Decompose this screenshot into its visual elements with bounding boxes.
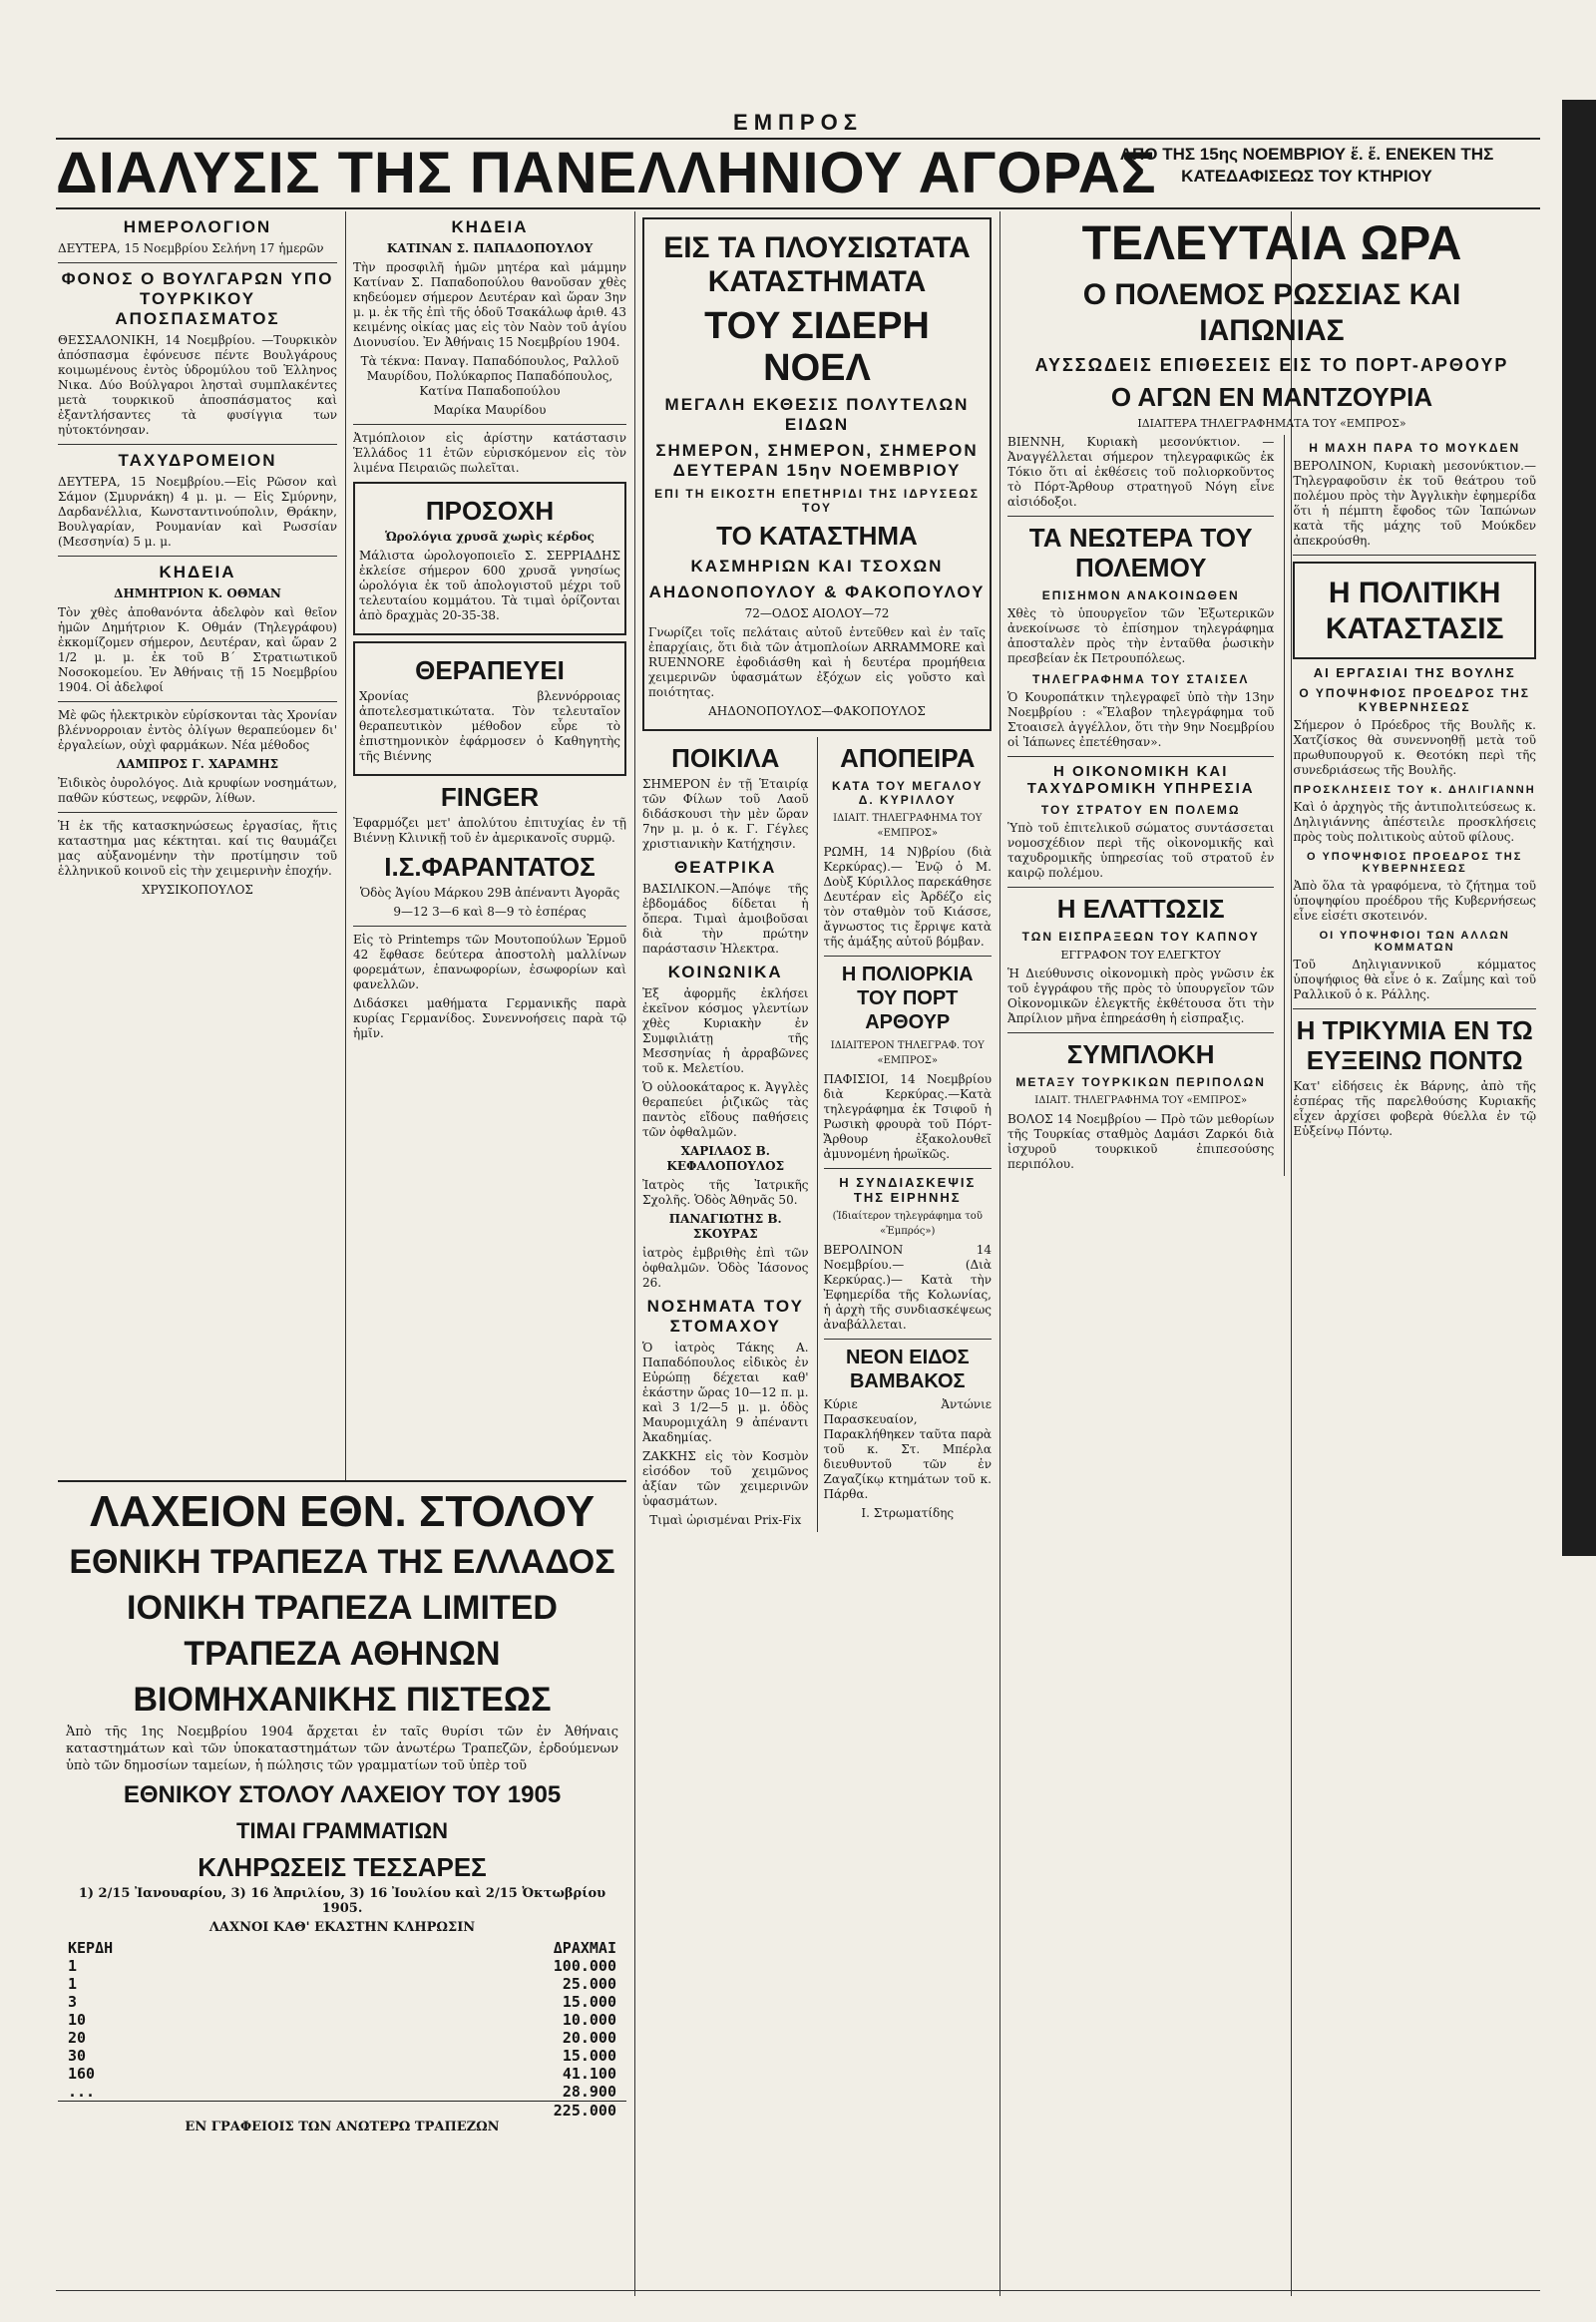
ad-title-4: ΣΗΜΕΡΟΝ, ΣΗΜΕΡΟΝ, ΣΗΜΕΡΟΝ ΔΕΥΤΕΡΑΝ 15ην ΝΟΕΜΒΡΙΟΥ	[655, 441, 979, 480]
prize-count: 10	[68, 2011, 87, 2029]
cure-title: ΘΕΡΑΠΕΥΕΙ	[415, 655, 565, 685]
separator	[353, 926, 626, 927]
prize-amount: 100.000	[553, 1957, 616, 1975]
prize-total-row	[58, 2101, 626, 2120]
politics-box	[1293, 562, 1536, 659]
peace-tag: (Ἰδιαίτερον τηλεγράφημα τοῦ «Ἐμπρός»)	[832, 1211, 983, 1237]
decrease-sub: ΤΩΝ ΕΙΣΠΡΑΞΕΩΝ ΤΟΥ ΚΑΠΝΟΥ	[1021, 930, 1260, 944]
invite-text: Καὶ ὁ ἀρχηγὸς τῆς ἀντιπολιτεύσεως κ. Δηλιγιάννης ἀπέστειλε προσκλήσεις πρὸς τοὺς πολιτικοὺς αὐτοῦ φίλους.	[1293, 800, 1536, 844]
trikoupi-text: Κατ' εἰδήσεις ἐκ Βάρνης, ἀπὸ τῆς ἑσπέρας τῆς παρελθούσης Κυριακῆς εἶχεν ἀρχίσει φοβερὰ θύελλα ἐν τῷ Εὐξείνῳ Πόντῳ.	[1293, 1079, 1536, 1138]
trade-signature: ΧΡΥΣΙΚΟΠΟΥΛΟΣ	[142, 883, 253, 897]
war-title: Ο ΠΟΛΕΜΟΣ ΡΩΣΣΙΑΣ ΚΑΙ ΙΑΠΩΝΙΑΣ	[1082, 278, 1461, 347]
masthead: ΕΜΠΡΟΣ	[733, 110, 863, 135]
candidate-text: Ἀπὸ ὅλα τὰ γραφόμενα, τὸ ζήτημα τοῦ ὑποψηφίου προέδρου τῆς Κυβερνήσεως εἶνε εἰσέτι σκοτεινόν.	[1293, 879, 1536, 923]
attempt-text: ΡΩΜΗ, 14 Ν)βρίου (διὰ Κερκύρας).— Ἐνῷ ὁ Μ. Δοὺξ Κύριλλος παρεκάθησε Δευτέραν εἰς Ἀρδέζο εἰς τὸν σταθμὸν τοῦ Κιάσσε, ἄγνωστος τις ἔρριψε κατὰ τῆς ἁμάξης αὐτοῦ βόμβαν.	[823, 845, 992, 949]
mukden-title: Η ΜΑΧΗ ΠΑΡΑ ΤΟ ΜΟΥΚΔΕΝ	[1309, 441, 1521, 455]
banner-rule	[56, 207, 1540, 209]
lottery-title-3: ΙΟΝΙΚΗ ΤΡΑΠΕΖΑ LIMITED	[127, 1589, 558, 1627]
berlin-text: ΒΕΡΟΛΙΝΟΝ, Κυριακὴ μεσονύκτιον.—Τηλεγραφοῦσιν ἐκ τοῦ θεάτρου τοῦ πολέμου πρὸς τὴν Ἀγγλικὴν ἐφημερίδα ὅτι ἡ πέμπτη ἔφοδος τῶν Ἰαπώνων κατὰ τῆς μάχης τοῦ Μούκδεν ἀπεκρούσθη.	[1293, 459, 1536, 548]
post-title: ΤΑΧΥΔΡΟΜΕΙΟΝ	[118, 451, 277, 470]
separator	[58, 262, 337, 263]
stomach-text: Ὁ ἰατρὸς Τάκης Α. Παπαδόπουλος εἰδικὸς ἐν Εὐρώπῃ δέχεται καθ' ἑκάστην ὥρας 10—12 π. μ. καὶ 3 1/2—5 μ. μ. ὁδὸς Μαυρομιχάλη 9 ἀπέναντι Ἀκαδημίας.	[642, 1341, 809, 1444]
war-split	[1007, 435, 1536, 1176]
draws-title: ΚΛΗΡΩΣΕΙΣ ΤΕΣΣΑΡΕΣ	[198, 1852, 487, 1882]
prize-amount: 15.000	[562, 2047, 616, 2065]
separator	[824, 1339, 992, 1340]
siege-title: Η ΠΟΛΙΟΡΚΙΑ ΤΟΥ ΠΟΡΤ ΑΡΘΟΥΡ	[841, 964, 974, 1033]
calendar-text: ΔΕΥΤΕΡΑ, 15 Νοεμβρίου Σελήνη 17 ἡμερῶν	[58, 241, 324, 255]
siege-text: ΠΑΦΙΣΙΟΙ, 14 Νοεμβρίου διὰ Κερκύρας.—Κατὰ τηλεγράφημα ἐκ Τσιφοῦ ἡ Ρωσικὴ φρουρὰ τοῦ Πόρτ-Ἄρθουρ ἐξακολουθεῖ ἀμυνομένη ἡρωϊκῶς.	[823, 1072, 992, 1161]
prize-amount: 41.100	[562, 2065, 616, 2083]
prize-amount: 25.000	[562, 1975, 616, 1993]
bottom-rule	[56, 2290, 1540, 2291]
prize-amount: 28.900	[562, 2083, 616, 2101]
peace-title: Η ΣΥΝΔΙΑΣΚΕΨΙΣ ΤΗΣ ΕΙΡΗΝΗΣ	[839, 1175, 977, 1205]
funeral-children: Τὰ τέκνα: Παναγ. Παπαδόπουλος, Ραλλοῦ Μαυρίδου, Πολύκαρπος Παπαδόπουλος, Κατίνα Παπαδοπούλου	[360, 354, 619, 398]
funeral-text-2: Τὴν προσφιλῆ ἡμῶν μητέρα καὶ μάμμην Κατίναν Σ. Παπαδοπούλου θανοῦσαν χθὲς κηδεύομεν σήμερον Δευτέραν καὶ ὥραν 3ην μ. μ. ἐκ τῆς ἐπὶ τῆς ὁδοῦ Τσακάλωφ ἀριθ. 43 κειμένης οἰκίας μας εἰς τὸν Ναὸν τοῦ ἁγίου Διονυσίου. Ἐν Ἀθήναις 15 Νοεμβρίου 1904.	[353, 260, 626, 349]
tailor-address: Ὁδὸς Ἁγίου Μάρκου 29Β ἀπέναντι Ἀγορᾶς	[359, 886, 620, 900]
decrease-tag: ΕΓΓΡΑΦΟΝ ΤΟΥ ΕΛΕΓΚΤΟΥ	[1060, 949, 1221, 962]
prize-header	[58, 1939, 626, 1957]
prize-row	[58, 1993, 626, 2011]
vienna-text: ΒΙΕΝΝΗ, Κυριακὴ μεσονύκτιον. — Ἀναγγέλλεται σήμερον τηλεγραφικῶς ἐκ Τόκιο ὅτι αἱ ἐκθέσεις τοῦ πολιορκοῦντος τὸ Πόρτ-Ἄρθουρ στρατηγοῦ Νόγη εἶνε αἰσιόδοξοι.	[1007, 435, 1275, 509]
mid-split	[642, 737, 992, 1532]
other-title: ΟΙ ΥΠΟΨΗΦΙΟΙ ΤΩΝ ΑΛΛΩΝ ΚΟΜΜΑΤΩΝ	[1319, 930, 1510, 954]
lottery-ad	[58, 1480, 626, 2298]
politics-sub2: Ο ΥΠΟΨΗΦΙΟΣ ΠΡΟΕΔΡΟΣ ΤΗΣ ΚΥΒΕΡΝΗΣΕΩΣ	[1299, 686, 1530, 714]
notice-title: ΠΡΟΣΟΧΗ	[425, 496, 555, 526]
notice-text: Μάλιστα ὡρολογοποιεῖο Σ. ΣΕΡΡΙΑΔΗΣ ἐκλείσε σήμερον 600 χρυσᾶ γνησίως ὡρολόγια ἐκ τοῦ ἀπολογιστοῦ μέχρι τοῦ τελευταίου κομμάτου. Τὰ τιμαὶ ὁρίζονται ἀπὸ δραχμὰς 20-35-38.	[359, 549, 620, 622]
funeral-nephew: Μαρίκα Μαυρίδου	[433, 403, 547, 417]
war-sub2: Ο ΑΓΩΝ ΕΝ ΜΑΝΤΖΟΥΡΙΑ	[1110, 382, 1433, 412]
prize-count: ...	[68, 2083, 96, 2101]
shipping-text: Ἀτμόπλοιον εἰς ἀρίστην κατάστασιν Ἑλλάδος 11 ἐτῶν εὑρισκόμενον εἰς τὸν λιμένα Πειραιῶς πωλεῖται.	[353, 431, 626, 475]
calendar-title: ΗΜΕΡΟΛΟΓΙΟΝ	[123, 217, 272, 236]
war-left	[1007, 435, 1274, 1176]
funeral-name: ΔΗΜΗΤΡΙΟΝ Κ. ΟΘΜΑΝ	[114, 586, 281, 600]
separator	[1293, 555, 1536, 556]
prize-row	[58, 2065, 626, 2083]
funeral-title: ΚΗΔΕΙΑ	[159, 563, 236, 581]
theatre-text: ΒΑΣΙΛΙΚΟΝ.—Ἀπόψε τῆς ἐβδομάδος δίδεται ἡ ὄπερα. Τιμαὶ ἀμοιβοῦσαι διὰ τὴν πρώτην παράστασιν Ἠλεκτρα.	[642, 882, 809, 956]
ad-title-2: ΤΟΥ ΣΙΔΕΡΗ ΝΟΕΛ	[704, 305, 930, 389]
clash-sub: ΜΕΤΑΞΥ ΤΟΥΡΚΙΚΩΝ ΠΕΡΙΠΟΛΩΝ	[1015, 1075, 1266, 1089]
war-sub1: ΑΥΣΣΩΔΕΙΣ ΕΠΙΘΕΣΕΙΣ ΕΙΣ ΤΟ ΠΟΡΤ-ΑΡΘΟΥΡ	[1034, 355, 1509, 375]
invite-title: ΠΡΟΣΚΛΗΣΕΙΣ ΤΟΥ κ. ΔΗΛΙΓΙΑΝΝΗ	[1293, 784, 1536, 796]
notice-subtitle: Ὡρολόγια χρυσᾶ χωρὶς κέρδος	[385, 530, 595, 544]
prize-row	[58, 2083, 626, 2101]
prize-total: 225.000	[553, 2102, 616, 2120]
separator	[824, 1168, 992, 1169]
dentist-text: Ἰατρὸς τῆς Ἰατρικῆς Σχολῆς. Ὁδὸς Ἀθηνᾶς 50.	[642, 1178, 809, 1207]
prize-row	[58, 2011, 626, 2029]
peace-text: ΒΕΡΟΛΙΝΟΝ 14 Νοεμβρίου.— (Διὰ Κερκύρας.)— Κατὰ τὴν Ἐφημερίδα τῆς Κολωνίας, ἡ ἀρχὴ τῆς συνδιασκέψεως ἀναβάλλεται.	[823, 1243, 992, 1332]
politics-title: Η ΠΟΛΙΤΙΚΗ ΚΑΤΑΣΤΑΣΙΣ	[1325, 577, 1504, 645]
war-tag: ΙΔΙΑΙΤΕΡΑ ΤΗΛΕΓΡΑΦΗΜΑΤΑ ΤΟΥ «ΕΜΠΡΟΣ»	[1137, 417, 1406, 430]
post-text-2: Ὑπὸ τοῦ ἐπιτελικοῦ σώματος συντάσσεται νομοσχέδιον περὶ τῆς οἰκονομικῆς καὶ ταχυδρομικῆς ὑπηρεσίας τοῦ στρατοῦ ἐν καιρῷ πολέμου.	[1007, 821, 1275, 880]
column-divider	[634, 211, 635, 2296]
prize-row	[58, 1957, 626, 1975]
social-title: ΚΟΙΝΩΝΙΚΑ	[667, 963, 783, 981]
store-address: 72—ΟΔΟΣ ΑΙΟΛΟΥ—72	[744, 606, 890, 620]
latest-title: ΤΑ ΝΕΩΤΕΡΑ ΤΟΥ ΠΟΛΕΜΟΥ	[1028, 523, 1253, 582]
prize-count: 3	[68, 1993, 78, 2011]
prize-amount: 20.000	[562, 2029, 616, 2047]
trikoupi-title: Η ΤΡΙΚΥΜΙΑ ΕΝ ΤΩ ΕΥΞΕΙΝΩ ΠΟΝΤΩ	[1296, 1015, 1533, 1075]
fashion-text: Εἰς τὸ Printemps τῶν Μουτοπούλων Ἑρμοῦ 42 ἔφθασε δεύτερα ἀποστολὴ μαλλίνων φορεμάτων, ἐπανωφορίων, ἐσωφορίων καὶ φανελλῶν.	[353, 933, 626, 991]
dark-margin-strip	[1562, 100, 1596, 1556]
siege-tag: ΙΔΙΑΙΤΕΡΟΝ ΤΗΛΕΓΡΑΦ. ΤΟΥ «ΕΜΠΡΟΣ»	[830, 1040, 985, 1066]
prize-head-right: ΔΡΑΧΜΑΙ	[553, 1939, 616, 1957]
finger-title: FINGER	[440, 782, 540, 812]
doctor-name-2: ΠΑΝΑΓΙΩΤΗΣ Β. ΣΚΟΥΡΑΣ	[668, 1212, 782, 1241]
store-sub: ΚΑΣΜΗΡΙΩΝ ΚΑΙ ΤΣΟΧΩΝ	[690, 557, 944, 576]
stessel-title: ΤΗΛΕΓΡΑΦΗΜΑ ΤΟΥ ΣΤΑΙΣΕΛ	[1031, 672, 1250, 686]
prize-count: 30	[68, 2047, 87, 2065]
separator	[353, 424, 626, 425]
tailor-hours: 9—12 3—6 καὶ 8—9 τὸ ἑσπέρας	[393, 905, 587, 919]
clash-title: ΣΥΜΠΛΟΚΗ	[1066, 1039, 1215, 1069]
prize-amount: 15.000	[562, 1993, 616, 2011]
lottery-title-1: ΛΑΧΕΙΟΝ ΕΘΝ. ΣΤΟΛΟΥ	[89, 1487, 596, 1536]
cotton-title: ΝΕΟΝ ΕΙΔΟΣ ΒΑΜΒΑΚΟΣ	[845, 1347, 970, 1392]
store-title: ΤΟ ΚΑΤΑΣΤΗΜΑ	[716, 521, 918, 551]
stomach-title: ΝΟΣΗΜΑΤΑ ΤΟΥ ΣΤΟΜΑΧΟΥ	[646, 1297, 804, 1336]
cure-text: Χρονίας βλεννόρροιας ἀποτελεσματικώτατα. Τὸν τελευταῖον θεραπευτικὸν μέθοδον εὗρε τὸ ἐπιστημονικὸν ἐφάρμοσεν ὁ Καθηγητὴς τῆς Βιέννης	[359, 689, 620, 763]
doctor-text-2: ἰατρὸς ἐμβριθὴς ἐπὶ τῶν ὀφθαλμῶν. Ὁδὸς Ἰάσονος 26.	[642, 1246, 809, 1290]
doctor-text: Ἐιδικὸς ὀυρολόγος. Διὰ κρυφίων νοσημάτων, παθῶν κύστεως, νεφρῶν, λίθων.	[58, 776, 337, 805]
politics-sub1: ΑΙ ΕΡΓΑΣΙΑΙ ΤΗΣ ΒΟΥΛΗΣ	[1313, 665, 1516, 680]
cotton-sign: Ι. Στρωματίδης	[861, 1506, 955, 1520]
prize-count: 1	[68, 1975, 78, 1993]
separator	[824, 956, 992, 957]
other-text: Τοῦ Δηλιγιαννικοῦ κόμματος ὑποψήφιος θὰ εἶνε ὁ κ. Ζαΐμης καὶ τοῦ Ραλλικοῦ ὁ κ. Ράλλης.	[1293, 958, 1536, 1001]
post-title-2: Η ΟΙΚΟΝΟΜΙΚΗ ΚΑΙ ΤΑΧΥΔΡΟΜΙΚΗ ΥΠΗΡΕΣΙΑ	[1026, 763, 1255, 797]
attempt-tag: ΙΔΙΑΙΤ. ΤΗΛΕΓΡΑΦΗΜΑ ΤΟΥ «ΕΜΠΡΟΣ»	[833, 813, 983, 839]
separator	[58, 556, 337, 557]
prize-amount: 10.000	[562, 2011, 616, 2029]
separator	[1007, 516, 1274, 517]
prize-count: 160	[68, 2065, 96, 2083]
column-3	[642, 211, 992, 2296]
separator	[1007, 1032, 1274, 1033]
separator	[58, 701, 337, 702]
latest-sub: ΕΠΙΣΗΜΟΝ ΑΝΑΚΟΙΝΩΘΕΝ	[1041, 588, 1240, 602]
prize-row	[58, 1975, 626, 1993]
funeral-title-2: ΚΗΔΕΙΑ	[451, 217, 529, 236]
funeral-text: Τὸν χθὲς ἀποθανόντα ἀδελφὸν καὶ θεῖον ἡμῶν Δημήτριον Κ. Οθμάν (Τηλεγράφου) ἐκκομίζομεν σήμερον, Δευτέραν, καὶ ὥραν 2 1/2 μ. μ. ἐκ τοῦ Β΄ Στρατιωτικοῦ Νοσοκομείου. Ἐν Ἀθήναις τῇ 15 Νοεμβρίου 1904. Οἱ ἀδελφοί	[58, 605, 337, 694]
store-name: ΑΗΔΟΝΟΠΟΥΛΟΥ & ΦΑΚΟΠΟΥΛΟΥ	[648, 582, 986, 601]
tailor-name: Ι.Σ.ΦΑΡΑΝΤΑΤΟΣ	[384, 852, 596, 882]
notice-box	[353, 482, 626, 635]
attempt-sub: ΚΑΤΑ ΤΟΥ ΜΕΓΑΛΟΥ Δ. ΚΥΡΙΛΛΟΥ	[832, 779, 984, 807]
prize-head-left: ΚΕΡΔΗ	[68, 1939, 114, 1957]
medical-text: Ὁ οὐλοοκάταρος κ. Ἀγγλὲς θεραπεύει ῥιζικῶς τὰς παντὸς εἴδους παθήσεις τῶν ὀφθαλμῶν.	[642, 1080, 809, 1139]
trade-text: Ἡ ἐκ τῆς κατασκηνώσεως ἐργασίας, ἥτις καταστημα μας κέκτηται. καί τις θαυμάζει μας αὐξανομένην τὴν προτίμησιν τοῦ ἑλληνικοῦ κοινοῦ εἰς τὴν χειμερινὴν ἐποχήν.	[58, 819, 337, 878]
banner-note: ΑΠΟ ΤΗΣ 15ης ΝΟΕΜΒΡΙΟΥ ἕ. ἕ. ΕΝΕΚΕΝ ΤΗΣ ΚΑΤΕΔΑΦΙΣΕΩΣ ΤΟΥ ΚΤΗΡΙΟΥ	[1119, 145, 1494, 186]
latest-text: Χθὲς τὸ ὑπουργεῖον τῶν Ἐξωτερικῶν ἀνεκοίνωσε τὸ ἐπίσημον τηλεγράφημα ἀποσταλὲν πρὸς τὴν ἐνταῦθα ῥωσικὴν πρεσβείαν ἐκ Πετρουπόλεως.	[1007, 606, 1275, 665]
prize-count: 1	[68, 1957, 78, 1975]
store-text: Γνωρίζει τοῖς πελάταις αὐτοῦ ἐντεῦθεν καὶ ἐν ταῖς ἐπαρχίαις, ὅτι διὰ τῶν ἀτμοπλοίων ARRAMMORE καὶ RUENNORE ἐφοδιάσθη καὶ ἡ δευτέρα προμήθεια χειμερινῶν ὑφασμάτων ἐξόχων εἰς γοῦστο καὶ ποιότητας.	[648, 625, 986, 699]
funeral-name-2: ΚΑΤΙΝΑΝ Σ. ΠΑΠΑΔΟΠΟΥΛΟΥ	[386, 241, 594, 255]
lottery-footer: ΕΝ ΓΡΑΦΕΙΟΙΣ ΤΩΝ ΑΝΩΤΕΡΩ ΤΡΑΠΕΖΩΝ	[185, 2120, 500, 2134]
lottery-text: Ἀπὸ τῆς 1ης Νοεμβρίου 1904 ἄρχεται ἐν ταῖς θυρίσι τῶν ἐν Ἀθήναις καταστημάτων καὶ τῶν ὑποκαταστημάτων τῶν ἀνωτέρω Τραπεζῶν, ἐρδούμενων ὑπὸ τῶν δημοσίων ταμείων, ἡ πώλησις τῶν γραμματίων τοῦ ὑπὲρ τοῦ	[66, 1725, 618, 1773]
murder-text: ΘΕΣΣΑΛΟΝΙΚΗ, 14 Νοεμβρίου. —Τουρκικὸν ἀπόσπασμα ἐφόνευσε πέντε Βουλγάρους κοιμωμένους ἐντὸς ὑδρομύλου τοῦ Ἑλληνος Νικα. Δύο Βούλγαροι λησταὶ συμπλακέντες μετὰ τουρκικοῦ ἀποσπάσματος καὶ ἐξαντλήσαντες τὰ φυσίγγια των ηὐτοκτόνησαν.	[58, 333, 337, 437]
finger-text: Ἐφαρμόζει μετ' ἀπολύτου ἐπιτυχίας ἐν τῇ Βιέννῃ Κλινικῇ τοῦ ἐν ἀμερικανοῖς συρμῷ.	[353, 816, 626, 845]
cotton-text: Κύριε Ἀντώνιε Παρασκευαίον, Παρακλήθηκεν ταῦτα παρὰ τοῦ κ. Στ. Μπέρλα διευθυντοῦ τῶν ἐν Ζαγαζίκῳ κτημάτων τοῦ κ. Πάρθα.	[823, 1397, 992, 1501]
cure-box	[353, 641, 626, 776]
last-hour-title: ΤΕΛΕΥΤΑΙΑ ΩΡΑ	[1081, 217, 1462, 270]
price-footer: Τιμαὶ ὡρισμέναι Prix-Fix	[649, 1513, 802, 1527]
prices-title: ΤΙΜΑΙ ΓΡΑΜΜΑΤΙΩΝ	[236, 1818, 448, 1843]
banner-title: ΔΙΑΛΥΣΙΣ ΤΗΣ ΠΑΝΕΛΛΗΝΙΟΥ ΑΓΟΡΑΣ	[56, 141, 1157, 205]
attempt-title: ΑΠΟΠΕΙΡΑ	[840, 743, 976, 773]
clock-text: Μὲ φῶς ἡλεκτρικὸν εὑρίσκονται τὰς Χρονίαν βλέννορροιαν ἐντὸς ὀλίγων θεραπεύομεν δι' ἐργαλείων, οὐχὶ φαρμάκων. Νέα μέθοδος	[58, 708, 337, 752]
stessel-text: Ὁ Κουροπάτκιν τηλεγραφεῖ ὑπὸ τὴν 13ην Νοεμβρίου : «Ἔλαβον τηλεγράφημα τοῦ Στοαισελ ἀγγέλλον, ὅτι τὴν 9ην Νοεμβρίου οἱ Ἰάπωνες ἐπετέθησαν».	[1007, 690, 1275, 749]
candidate-title: Ο ΥΠΟΨΗΦΙΟΣ ΠΡΟΕΔΡΟΣ ΤΗΣ ΚΥΒΕΡΝΗΣΕΩΣ	[1307, 851, 1523, 875]
clash-text: ΒΟΛΟΣ 14 Νοεμβρίου — Πρὸ τῶν μεθορίων τῆς Τουρκίας σταθμὸς Δαμάσι Ζαρκόι διὰ ἰσχυροῦ τουρκικοῦ ἐπιπεσούσης περιπόλου.	[1007, 1112, 1275, 1171]
theatre-title: ΘΕΑΤΡΙΚΑ	[674, 858, 777, 877]
german-text: Διδάσκει μαθήματα Γερμανικῆς παρὰ κυρίας Γερμανίδος. Συνεννοήσεις παρὰ τῷ ἡμῖν.	[353, 996, 626, 1040]
lottery-title-4: ΤΡΑΠΕΖΑ ΑΘΗΝΩΝ	[184, 1635, 501, 1673]
lottery-heading: ΕΘΝΙΚΟΥ ΣΤΟΛΟΥ ΛΑΧΕΙΟΥ ΤΟΥ 1905	[123, 1781, 562, 1808]
prize-row	[58, 2047, 626, 2065]
social-text: Ἐξ ἀφορμῆς ἐκλήσει ἐκεῖνον κόσμος γλεντίων χθὲς Κυριακὴν ἐν Συμφιλιάτῃ τῆς Μεσσηνίας ἡ ἀρραβῶνες τοῦ κ. Μελετίου.	[642, 986, 809, 1075]
prize-count: 20	[68, 2029, 87, 2047]
lottery-title-2: ΕΘΝΙΚΗ ΤΡΑΠΕΖΑ ΤΗΣ ΕΛΛΑΔΟΣ	[69, 1543, 615, 1581]
noel-ad	[642, 217, 992, 731]
misc-title: ΠΟΙΚΙΛΑ	[671, 743, 780, 773]
clash-tag: ΙΔΙΑΙΤ. ΤΗΛΕΓΡΑΦΗΜΑ ΤΟΥ «ΕΜΠΡΟΣ»	[1034, 1095, 1248, 1106]
ad-title-1: ΕΙΣ ΤΑ ΠΛΟΥΣΙΩΤΑΤΑ ΚΑΤΑΣΤΗΜΑΤΑ	[663, 231, 971, 298]
ad-title-5: ΕΠΙ ΤΗ ΕΙΚΟΣΤΗ ΕΠΕΤΗΡΙΔΙ ΤΗΣ ΙΔΡΥΣΕΩΣ ΤΟΥ	[654, 487, 980, 515]
post-sub-2: ΤΟΥ ΣΤΡΑΤΟΥ ΕΝ ΠΟΛΕΜΩ	[1040, 803, 1241, 817]
column-right	[1007, 211, 1536, 2296]
draws-dates: 1) 2/15 Ἰανουαρίου, 3) 16 Ἀπριλίου, 3) 16 Ἰουλίου καὶ 2/15 Ὀκτωβρίου 1905.	[78, 1886, 606, 1916]
separator	[1293, 1008, 1536, 1009]
ad-title-3: ΜΕΓΑΛΗ ΕΚΘΕΣΙΣ ΠΟΛΥΤΕΛΩΝ ΕΙΔΩΝ	[664, 395, 970, 434]
separator	[58, 444, 337, 445]
murder-title: ΦΟΝΟΣ Ο ΒΟΥΛΓΑΡΩΝ ΥΠΟ ΤΟΥΡΚΙΚΟΥ ΑΠΟΣΠΑΣΜΑΤΟΣ	[61, 269, 334, 328]
separator	[1007, 756, 1274, 757]
mid-split-right	[817, 737, 992, 1532]
decrease-title: Η ΕΛΑΤΤΩΣΙΣ	[1056, 894, 1225, 924]
lottery-title-5: ΒΙΟΜΗΧΑΝΙΚΗΣ ΠΙΣΤΕΩΣ	[133, 1681, 552, 1719]
separator	[58, 812, 337, 813]
misc-text: ΣΗΜΕΡΟΝ ἐν τῇ Ἑταιρίᾳ τῶν Φίλων τοῦ Λαοῦ διδάσκουσι τὴν μὲν ὥραν 7ην μ. μ. ὁ κ. Γ. Γέγλες χριστιανικὴν Κατήχησιν.	[642, 777, 809, 851]
doctor-name: ΛΑΜΠΡΟΣ Γ. ΧΑΡΑΜΗΣ	[116, 757, 279, 771]
store-sign: ΑΗΔΟΝΟΠΟΥΛΟΣ—ΦΑΚΟΠΟΥΛΟΣ	[708, 704, 926, 718]
war-right	[1284, 435, 1536, 1176]
mid-split-left	[642, 737, 809, 1532]
post-text: ΔΕΥΤΕΡΑ, 15 Νοεμβρίου.—Εἰς Ρῶσον καὶ Σάμον (Σμυρνάκη) 4 μ. μ. — Εἰς Σμύρνην, Δαρδανέλλια, Κωνσταντινούπολιν, Θράκην, Βουλγαρίαν, Ρουμανίαν καὶ Ρωσσίαν (Μεσσηνία) 5 μ. μ.	[58, 475, 337, 549]
prize-row	[58, 2029, 626, 2047]
politics-text: Σήμερον ὁ Πρόεδρος τῆς Βουλῆς κ. Χατζίσκος θὰ συνεννοηθῇ μετὰ τοῦ πρωθυπουργοῦ κ. Θεοτόκη περὶ τῆς συνεδριάσεως τῆς Βουλῆς.	[1293, 718, 1536, 777]
column-divider	[999, 211, 1000, 2296]
dentist-name: ΧΑΡΙΛΑΟΣ Β. ΚΕΦΑΛΟΠΟΥΛΟΣ	[666, 1144, 785, 1173]
decrease-text: Ἡ Διεύθυνσις οἰκονομικὴ πρὸς γνῶσιν ἐκ τοῦ ἐγγράφου τῆς πρὸς τὸ ὑπουργεῖον τῶν Οἰκονομικῶν ἐλεγκτῆς ἐκθέτουσα ὅτι τὴν Ἀπρίλιον μῆνα ἐπηρεάσθη ἡ εἰσπραξις.	[1007, 967, 1275, 1025]
separator	[1007, 887, 1274, 888]
draws-note: ΛΑΧΝΟΙ ΚΑΘ' ΕΚΑΣΤΗΝ ΚΛΗΡΩΣΙΝ	[208, 1920, 476, 1935]
zakkis-text: ΖΑΚΚΗΣ εἰς τὸν Κοσμὸν εἰσόδον τοῦ χειμῶνος ἀξίαν τῶν χειμερινῶν ὑφασμάτων.	[642, 1449, 809, 1508]
